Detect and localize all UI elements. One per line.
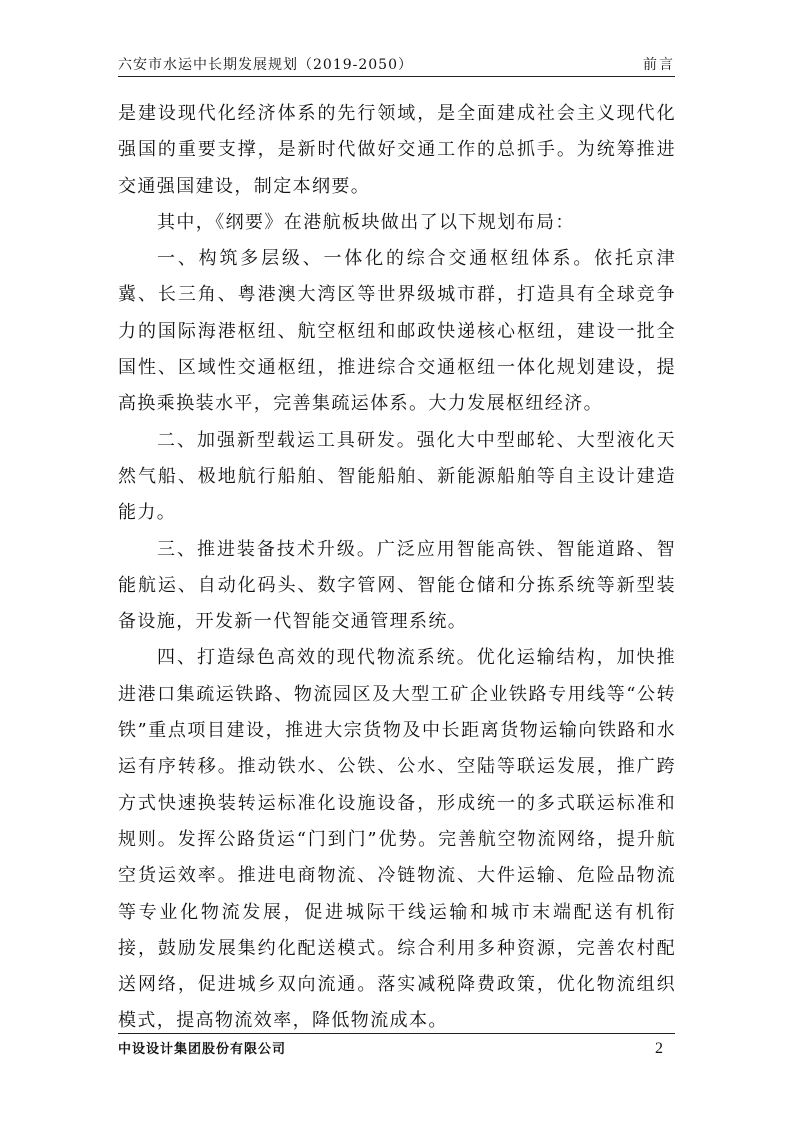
paragraph-item-4: 四、打造绿色高效的现代物流系统。优化运输结构，加快推进港口集疏运铁路、物流园区及大型工矿企业铁路专用线等“公转铁”重点项目建设，推进大宗货物及中长距离货物运输向铁路和水运有序转移。推动铁水、公铁、公水、空陆等联运发展，推广跨方式快速换装转运标准化设施设备，形成统一的多式联运标准和规则。发挥公路货运“门到门”优势。完善航空物流网络，提升航空货运效率。推进电商物流、冷链物流、大件运输、危险品物流等专业化物流发展，促进城际干线运输和城市末端配送有机衔接，鼓励发展集约化配送模式。综合利用多种资源，完善农村配送网络，促进城乡双向流通。落实减税降费政策，优化物流组织模式，提高物流效率，降低物流成本。 xyxy=(118,647,676,1032)
body-text xyxy=(118,96,676,1040)
document-title: 六安市水运中长期发展规划（2019-2050） xyxy=(118,57,413,73)
page-footer xyxy=(118,1033,675,1064)
paragraph-continued: 是建设现代化经济体系的先行领域，是全面建成社会主义现代化强国的重要支撑，是新时代做好交通工作的总抓手。为统筹推进交通强国建设，制定本纲要。 xyxy=(118,103,676,197)
page-header xyxy=(118,52,675,77)
company-name: 中设设计集团股份有限公司 xyxy=(118,1042,287,1057)
paragraph-item-3: 三、推进装备技术升级。广泛应用智能高铁、智能道路、智能航运、自动化码头、数字管网、智能仓储和分拣系统等新型装备设施，开发新一代智能交通管理系统。 xyxy=(118,538,676,633)
paragraph-item-2: 二、加强新型载运工具研发。强化大中型邮轮、大型液化天然气船、极地航行船舶、智能船舶、新能源船舶等自主设计建造能力。 xyxy=(118,429,676,524)
section-name: 前言 xyxy=(643,57,675,73)
paragraph-intro: 其中，《纲要》在港航板块做出了以下规划布局： xyxy=(157,211,575,233)
page-number: 2 xyxy=(655,1040,663,1057)
paragraph-item-1: 一、构筑多层级、一体化的综合交通枢纽体系。依托京津冀、长三角、粤港澳大湾区等世界级城市群，打造具有全球竞争力的国际海港枢纽、航空枢纽和邮政快递核心枢纽，建设一批全国性、区域性交通枢纽，推进综合交通枢纽一体化规划建设，提高换乘换装水平，完善集疏运体系。大力发展枢纽经济。 xyxy=(118,248,676,415)
